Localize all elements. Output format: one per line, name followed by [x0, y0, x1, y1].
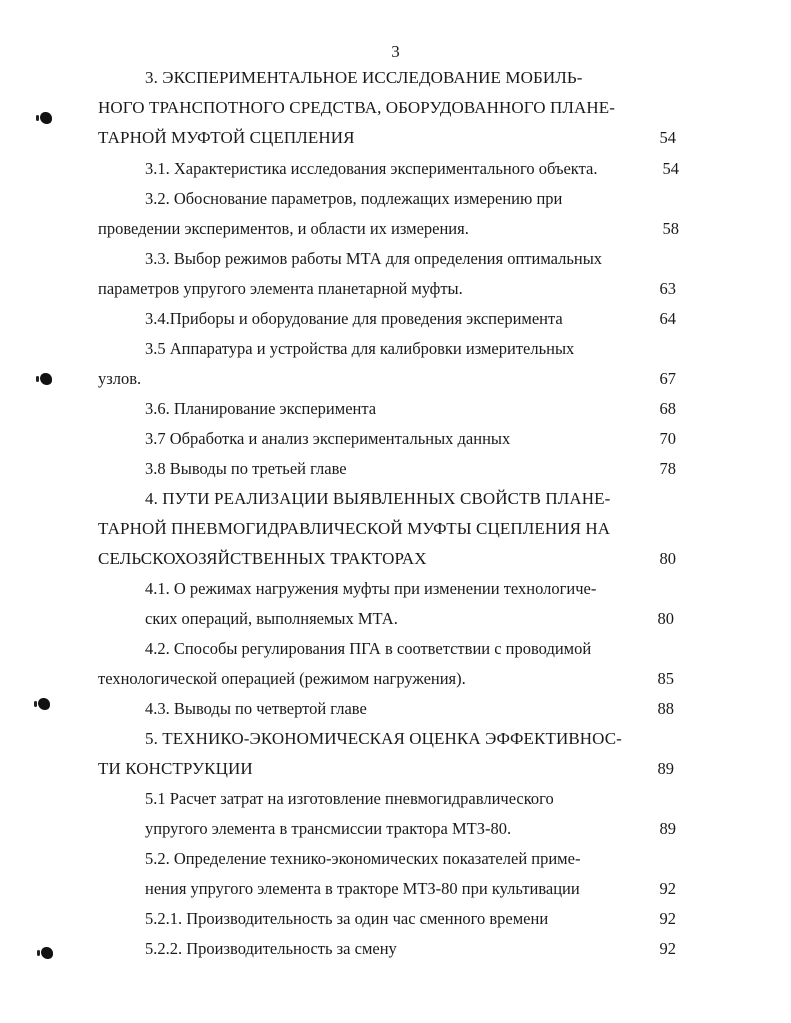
toc-chapter-heading: НОГО ТРАНСПОТНОГО СРЕДСТВА, ОБОРУДОВАННОГО ПЛАНЕ- [98, 98, 616, 117]
toc-chapter-heading: ТАРНОЙ ПНЕВМОГИДРАВЛИЧЕСКОЙ МУФТЫ СЦЕПЛЕНИЯ НА [98, 519, 611, 538]
toc-page-number: 78 [659, 459, 676, 478]
toc-chapter-heading: 3. ЭКСПЕРИМЕНТАЛЬНОЕ ИССЛЕДОВАНИЕ МОБИЛЬ- [145, 68, 583, 87]
toc-page-number: 92 [659, 939, 676, 958]
toc-page-number: 58 [662, 219, 679, 238]
page-number: 3 [391, 42, 400, 61]
binding-mark [41, 947, 53, 959]
toc-entry: технологической операцией (режимом нагружения). [98, 669, 466, 688]
toc-entry: упругого элемента в трансмиссии трактора МТЗ-80. [145, 819, 512, 838]
toc-entry: 3.8 Выводы по третьей главе [145, 459, 347, 478]
toc-entry: 4.3. Выводы по четвертой главе [145, 699, 367, 718]
toc-page-number: 63 [659, 279, 676, 298]
toc-entry: 4.2. Способы регулирования ПГА в соответствии с проводимой [145, 639, 592, 658]
toc-page-number: 92 [659, 879, 676, 898]
toc-entry: 5.2.2. Производительность за смену [145, 939, 397, 958]
toc-chapter-heading: СЕЛЬСКОХОЗЯЙСТВЕННЫХ ТРАКТОРАХ [98, 549, 427, 568]
toc-chapter-heading: 5. ТЕХНИКО-ЭКОНОМИЧЕСКАЯ ОЦЕНКА ЭФФЕКТИВНОС- [145, 729, 622, 748]
toc-entry: 3.6. Планирование эксперимента [145, 399, 377, 418]
toc-page-number: 88 [657, 699, 674, 718]
toc-entry: 3.7 Обработка и анализ экспериментальных данных [145, 429, 511, 448]
toc-entry: 5.1 Расчет затрат на изготовление пневмогидравлического [145, 789, 554, 808]
binding-mark [40, 373, 52, 385]
toc-entry: 5.2.1. Производительность за один час сменного времени [145, 909, 549, 928]
toc-entry: 3.1. Характеристика исследования экспериментального объекта. [145, 159, 598, 178]
toc-entry: узлов. [98, 369, 142, 388]
toc-entry: 3.3. Выбор режимов работы МТА для определения оптимальных [145, 249, 603, 268]
toc-entry: 3.4.Приборы и оборудование для проведения эксперимента [145, 309, 563, 328]
toc-page-number: 80 [659, 549, 676, 568]
toc-page-number: 80 [657, 609, 674, 628]
toc-page-number: 68 [659, 399, 676, 418]
toc-entry: 3.2. Обоснование параметров, подлежащих измерению при [145, 189, 563, 208]
toc-page-number: 67 [659, 369, 676, 388]
toc-chapter-heading: 4. ПУТИ РЕАЛИЗАЦИИ ВЫЯВЛЕННЫХ СВОЙСТВ ПЛАНЕ- [145, 489, 611, 508]
toc-page-number: 89 [657, 759, 674, 778]
toc-entry: 4.1. О режимах нагружения муфты при изменении технологиче- [145, 579, 597, 598]
toc-chapter-heading: ТИ КОНСТРУКЦИИ [98, 759, 253, 778]
toc-entry: 3.5 Аппаратура и устройства для калибровки измерительных [145, 339, 575, 358]
toc-chapter-heading: ТАРНОЙ МУФТОЙ СЦЕПЛЕНИЯ [98, 128, 355, 147]
toc-page-number: 54 [659, 128, 676, 147]
toc-page-number: 92 [659, 909, 676, 928]
toc-page-number: 54 [662, 159, 679, 178]
toc-page-number: 85 [657, 669, 674, 688]
toc-entry: проведении экспериментов, и области их измерения. [98, 219, 469, 238]
toc-entry: нения упругого элемента в тракторе МТЗ-80 при культивации [145, 879, 580, 898]
toc-entry: параметров упругого элемента планетарной муфты. [98, 279, 463, 298]
toc-page-number: 64 [659, 309, 676, 328]
toc-entry: 5.2. Определение технико-экономических показателей приме- [145, 849, 581, 868]
binding-mark [38, 698, 50, 710]
binding-mark [40, 112, 52, 124]
toc-page-number: 70 [659, 429, 676, 448]
toc-entry: ских операций, выполняемых МТА. [145, 609, 398, 628]
toc-page-number: 89 [659, 819, 676, 838]
